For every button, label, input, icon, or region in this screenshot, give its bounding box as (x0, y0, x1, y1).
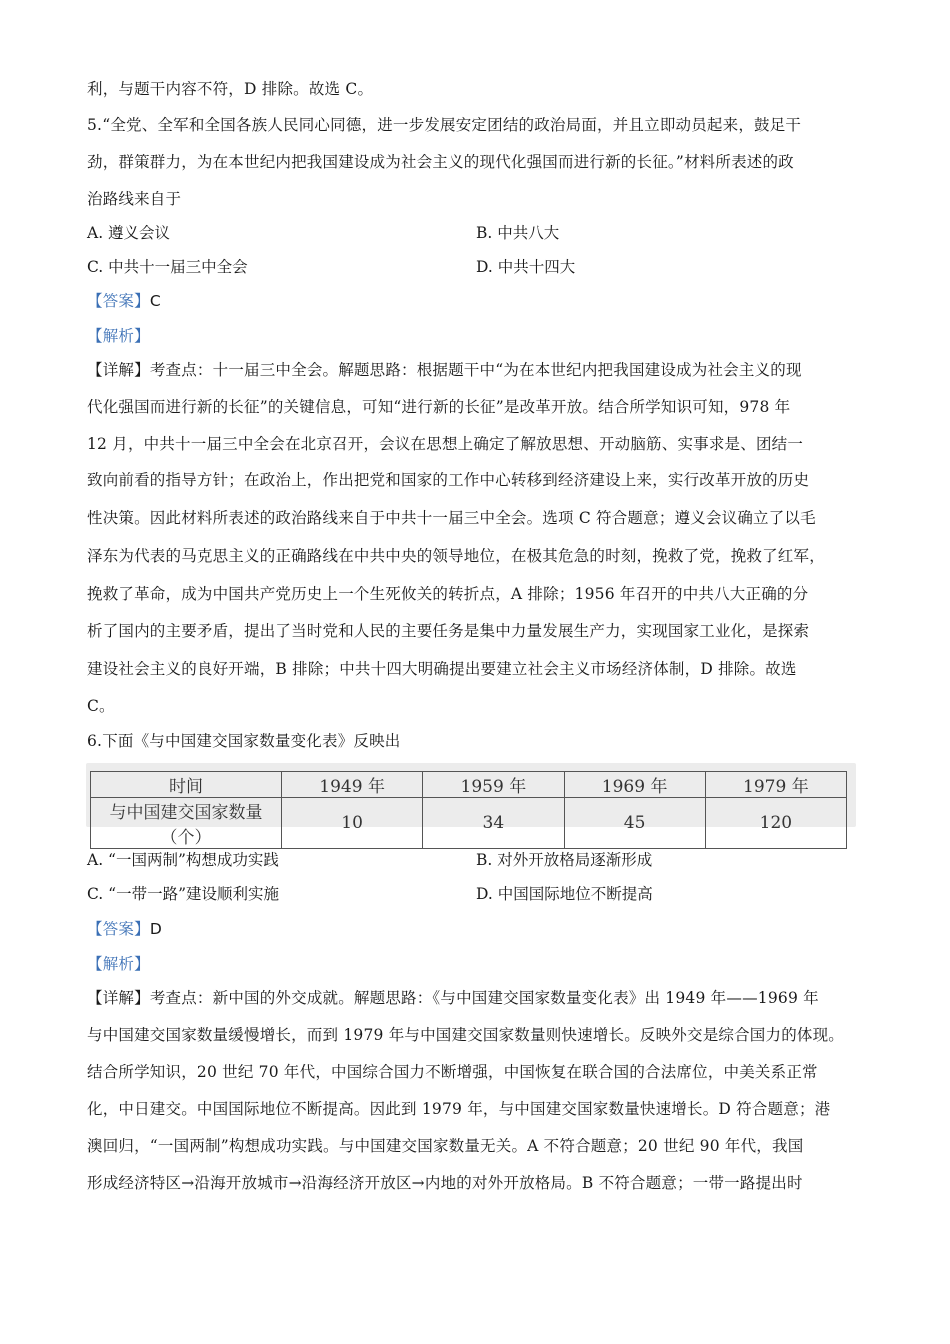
explanation-line: 挽救了革命，成为中国共产党历史上一个生死攸关的转折点，A 排除；1956 年召开的中共八大正确的分 (87, 585, 809, 603)
explanation-line: 形成经济特区→沿海开放城市→沿海经济开放区→内地的对外开放格局。B 不符合题意；一带一路提出时 (87, 1174, 803, 1192)
detail-tag: 【详解】 (87, 361, 150, 379)
option-b: B. 对外开放格局逐渐形成 (476, 851, 653, 869)
table-cell: 1959 年 (423, 772, 564, 798)
table-cell: 10 (282, 798, 423, 849)
table-cell: 1949 年 (282, 772, 423, 798)
table-cell: 与中国建交国家数量（个） (91, 798, 282, 849)
data-table-image (86, 763, 856, 848)
explanation-line (87, 359, 802, 381)
question-5-stem: 5.“全党、全军和全国各族人民同心同德，进一步发展安定团结的政治局面，并且立即动员起来，鼓足干 (87, 116, 802, 134)
option-d: D. 中共十四大 (476, 258, 576, 276)
table-cell: 45 (564, 798, 705, 849)
diplomatic-relations-table (90, 771, 847, 849)
explanation-line: 澳回归，“一国两制”构想成功实践。与中国建交国家数量无关。A 不符合题意；20 世纪 90 年代，我国 (87, 1137, 804, 1155)
option-d: D. 中国国际地位不断提高 (476, 885, 653, 903)
explanation-line: 建设社会主义的良好开端，B 排除；中共十四大明确提出要建立社会主义市场经济体制，D 排除。故选 (87, 660, 797, 678)
explanation-line: 代化强国而进行新的长征”的关键信息，可知“进行新的长征”是改革开放。结合所学知识可知，978 年 (87, 398, 791, 416)
answer-tag: 【答案】 (87, 920, 150, 938)
answer-value: D (149, 920, 162, 938)
option-c: C. “一带一路”建设顺利实施 (87, 885, 280, 903)
question-6-stem: 6.下面《与中国建交国家数量变化表》反映出 (87, 732, 401, 750)
table-cell: 34 (423, 798, 564, 849)
answer-value: C (149, 292, 161, 310)
question-5-stem: 治路线来自于 (87, 190, 182, 208)
table-cell: 1969 年 (564, 772, 705, 798)
explanation-text: 考查点：新中国的外交成就。解题思路：《与中国建交国家数量变化表》出 1949 年——1969 年 (149, 989, 819, 1007)
explanation-line: 结合所学知识，20 世纪 70 年代，中国综合国力不断增强，中国恢复在联合国的合法席位，中美关系正常 (87, 1063, 818, 1081)
explanation-line: 化，中日建交。中国国际地位不断提高。因此到 1979 年，与中国建交国家数量快速增长。D 符合题意；港 (87, 1100, 831, 1118)
explanation-line: 12 月，中共十一届三中全会在北京召开，会议在思想上确定了解放思想、开动脑筋、实事求是、团结一 (87, 435, 804, 453)
option-a: A. 遵义会议 (87, 224, 171, 242)
table-cell: 1979 年 (705, 772, 846, 798)
answer-line (87, 918, 162, 940)
explanation-line: 性决策。因此材料所表述的政治路线来自于中共十一届三中全会。选项 C 符合题意；遵义会议确立了以毛 (87, 509, 816, 527)
explanation-line (87, 987, 819, 1009)
table-row (91, 798, 847, 849)
explanation-line: 与中国建交国家数量缓慢增长，而到 1979 年与中国建交国家数量则快速增长。反映外交是综合国力的体现。 (87, 1026, 845, 1044)
explanation-line: 泽东为代表的马克思主义的正确路线在中共中央的领导地位，在极其危急的时刻，挽救了党，挽救了红军， (87, 547, 825, 565)
analysis-tag: 【解析】 (87, 955, 150, 973)
answer-tag: 【答案】 (87, 292, 150, 310)
table-cell: 时间 (91, 772, 282, 798)
table-row (91, 772, 847, 798)
explanation-text: 考查点：十一届三中全会。解题思路：根据题干中“为在本世纪内把我国建设成为社会主义的现 (149, 361, 802, 379)
explanation-line: 析了国内的主要矛盾，提出了当时党和人民的主要任务是集中力量发展生产力，实现国家工业化，是探索 (87, 622, 810, 640)
table-cell: 120 (705, 798, 846, 849)
explanation-line: 致向前看的指导方针；在政治上，作出把党和国家的工作中心转移到经济建设上来，实行改革开放的历史 (87, 471, 810, 489)
explanation-line: C。 (87, 697, 115, 715)
option-c: C. 中共十一届三中全会 (87, 258, 248, 276)
option-b: B. 中共八大 (476, 224, 560, 242)
question-5-stem: 劲，群策群力，为在本世纪内把我国建设成为社会主义的现代化强国而进行新的长征。”材料所表述的政 (87, 153, 794, 171)
answer-line (87, 290, 161, 312)
option-a: A. “一国两制”构想成功实践 (87, 851, 279, 869)
analysis-tag: 【解析】 (87, 327, 150, 345)
detail-tag: 【详解】 (87, 989, 150, 1007)
text-line: 利，与题干内容不符，D 排除。故选 C。 (87, 80, 374, 98)
